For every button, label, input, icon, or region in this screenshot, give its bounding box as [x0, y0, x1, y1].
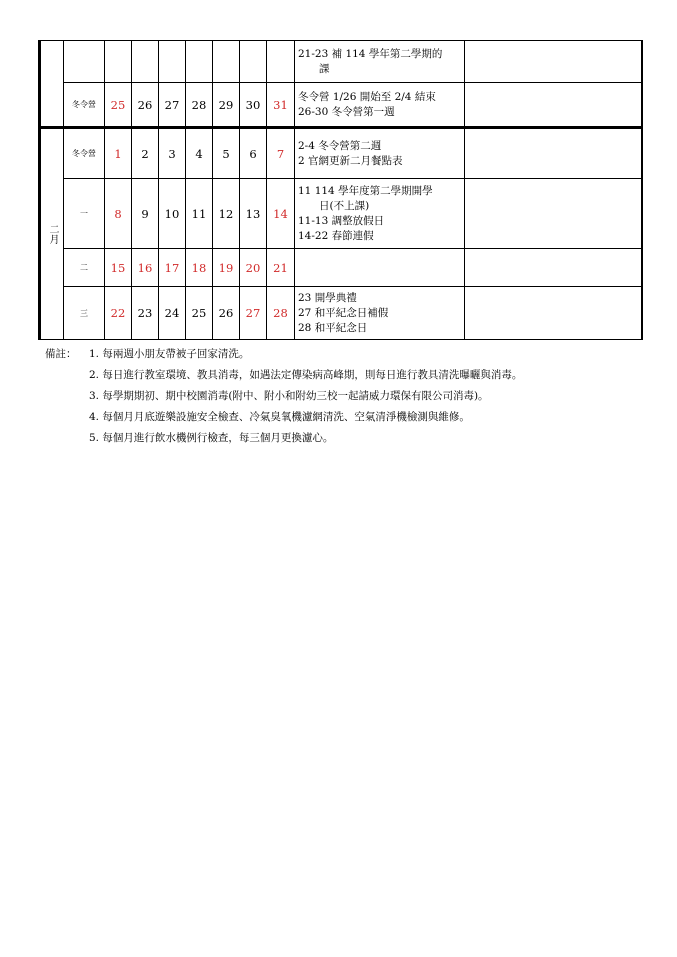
- day-cell: [186, 41, 213, 83]
- day-cell: 26: [132, 83, 159, 128]
- day-cell: 25: [186, 287, 213, 340]
- note-item: 2. 每日進行教室環境、教具消毒，如遇法定傳染病高峰期，則每日進行教具清洗曝曬與消毒。: [89, 369, 523, 381]
- calendar-row: [40, 287, 642, 340]
- day-cell: 12: [213, 179, 240, 249]
- month-cell: 二月: [40, 128, 64, 340]
- day-cell: 15: [105, 249, 132, 287]
- day-cell: 21: [267, 249, 295, 287]
- day-cell: 14: [267, 179, 295, 249]
- notes-label: 備註：: [45, 348, 77, 360]
- events-cell: [295, 83, 465, 128]
- month-cell: [40, 41, 64, 128]
- day-cell: 7: [267, 128, 295, 179]
- day-cell: 19: [213, 249, 240, 287]
- day-cell: 22: [105, 287, 132, 340]
- calendar-row: [40, 128, 642, 179]
- events-cell: [295, 249, 465, 287]
- day-cell: [213, 41, 240, 83]
- day-cell: 20: [240, 249, 267, 287]
- day-cell: [159, 41, 186, 83]
- day-cell: 25: [105, 83, 132, 128]
- notes-cell: [465, 83, 642, 128]
- day-cell: 13: [240, 179, 267, 249]
- event-line: 課: [298, 62, 330, 75]
- day-cell: 17: [159, 249, 186, 287]
- event-line: 23 開學典禮: [298, 291, 357, 304]
- week-label: 一: [64, 179, 105, 249]
- day-cell: 27: [159, 83, 186, 128]
- day-cell: 24: [159, 287, 186, 340]
- day-cell: 28: [186, 83, 213, 128]
- events-cell: [295, 179, 465, 249]
- day-cell: [132, 41, 159, 83]
- note-item: 3. 每學期期初、期中校園消毒(附中、附小和附幼三校一起請威力環保有限公司消毒)。: [89, 390, 489, 402]
- day-cell: 16: [132, 249, 159, 287]
- day-cell: [240, 41, 267, 83]
- event-line: 21-23 補 114 學年第二學期的: [298, 47, 443, 60]
- week-label: 三: [64, 287, 105, 340]
- day-cell: 9: [132, 179, 159, 249]
- events-cell: [295, 128, 465, 179]
- calendar-row: [40, 179, 642, 249]
- calendar-row: [40, 249, 642, 287]
- day-cell: [267, 41, 295, 83]
- event-line: 14-22 春節連假: [298, 229, 374, 242]
- note-item: 4. 每個月月底遊樂設施安全檢查、冷氣臭氧機濾網清洗、空氣清淨機檢測與維修。: [89, 411, 470, 423]
- day-cell: 28: [267, 287, 295, 340]
- notes-cell: [465, 287, 642, 340]
- day-cell: 3: [159, 128, 186, 179]
- day-cell: 10: [159, 179, 186, 249]
- day-cell: 1: [105, 128, 132, 179]
- day-cell: 30: [240, 83, 267, 128]
- event-line: 11-13 調整放假日: [298, 214, 385, 227]
- week-label: [64, 41, 105, 83]
- event-line: 28 和平紀念日: [298, 321, 368, 334]
- day-cell: 2: [132, 128, 159, 179]
- day-cell: 26: [213, 287, 240, 340]
- events-cell: [295, 41, 465, 83]
- event-line: 27 和平紀念日補假: [298, 306, 389, 319]
- calendar-table: [38, 40, 643, 340]
- week-label: 冬令營: [64, 128, 105, 179]
- notes-cell: [465, 179, 642, 249]
- day-cell: 11: [186, 179, 213, 249]
- week-label: 二: [64, 249, 105, 287]
- calendar-row: [40, 41, 642, 83]
- calendar-row: [40, 83, 642, 128]
- day-cell: 4: [186, 128, 213, 179]
- event-line: 日(不上課): [298, 199, 370, 212]
- events-cell: [295, 287, 465, 340]
- event-line: 2-4 冬令營第二週: [298, 139, 382, 152]
- note-item: 5. 每個月進行飲水機例行檢查，每三個月更換濾心。: [89, 432, 334, 444]
- day-cell: 6: [240, 128, 267, 179]
- event-line: 26-30 冬令營第一週: [298, 105, 395, 118]
- note-item: 1. 每兩週小朋友帶被子回家清洗。: [89, 348, 250, 360]
- day-cell: [105, 41, 132, 83]
- week-label: 冬令營: [64, 83, 105, 128]
- event-line: 冬令營 1/26 開始至 2/4 結束: [298, 90, 436, 103]
- event-line: 2 官網更新二月餐點表: [298, 154, 403, 167]
- day-cell: 8: [105, 179, 132, 249]
- day-cell: 27: [240, 287, 267, 340]
- notes-cell: [465, 249, 642, 287]
- day-cell: 5: [213, 128, 240, 179]
- day-cell: 29: [213, 83, 240, 128]
- day-cell: 31: [267, 83, 295, 128]
- day-cell: 18: [186, 249, 213, 287]
- notes-cell: [465, 128, 642, 179]
- event-line: 11 114 學年度第二學期開學: [298, 184, 433, 197]
- notes-cell: [465, 41, 642, 83]
- calendar-body: [40, 41, 642, 340]
- day-cell: 23: [132, 287, 159, 340]
